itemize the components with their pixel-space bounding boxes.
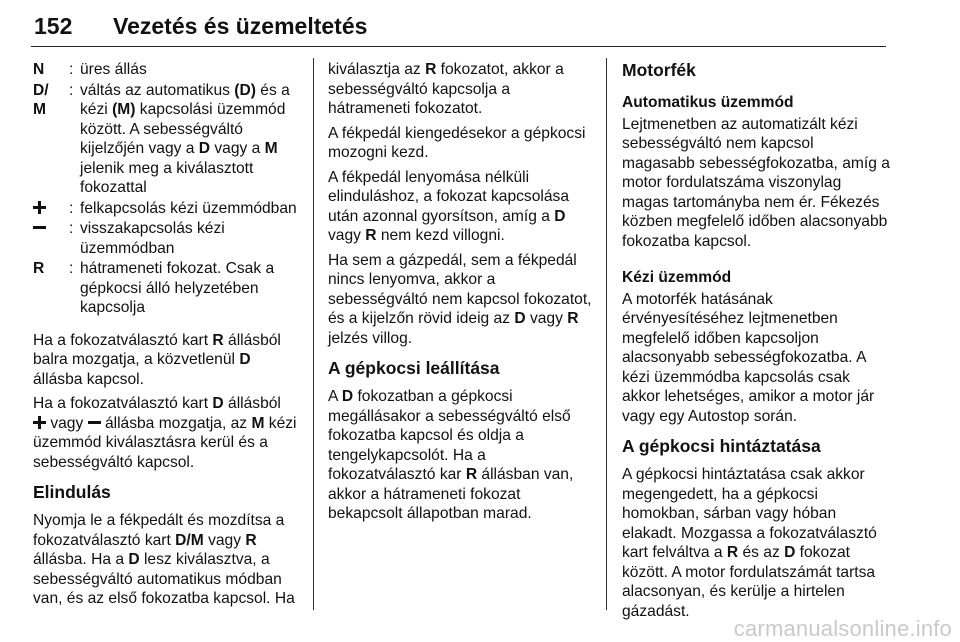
def-desc (80, 81, 298, 198)
section-heading: A gépkocsi leállítása (328, 358, 500, 378)
text-bold: D (554, 207, 566, 225)
text: állásban van, akkor a hátrameneti fokozat bekapcsolt állapotban marad. (328, 466, 574, 522)
column-divider (313, 58, 314, 610)
text: kapcsolási üzemmód között. A sebességváltó kijelzőjén vagy a (80, 101, 286, 157)
text: vagy (328, 227, 366, 244)
text-bold: R (245, 531, 257, 549)
text-bold: R (726, 544, 739, 561)
text-bold: R (425, 61, 437, 78)
text: kiválasztja az (328, 61, 426, 78)
paragraph (328, 251, 596, 349)
text-bold: M (264, 140, 278, 157)
text-bold: R (365, 227, 377, 244)
text: Ha a fokozatválasztó kart (33, 395, 213, 412)
def-term: R (33, 260, 45, 277)
subsection-heading: Kézi üzemmód (622, 269, 732, 286)
def-desc: üres állás (80, 61, 147, 78)
text: jelzés villog. (328, 329, 413, 347)
column-3 (622, 60, 890, 626)
def-colon: : (69, 260, 74, 277)
section-heading: A gépkocsi hintáztatása (622, 436, 821, 456)
def-item-n (33, 60, 298, 80)
column-1 (33, 60, 298, 614)
text-bold: D (341, 388, 354, 405)
def-term: D/ M (33, 81, 49, 118)
text-bold: D (784, 544, 796, 561)
text: A (328, 388, 342, 405)
def-colon: : (69, 199, 74, 217)
text-bold: (D) (234, 81, 256, 99)
minus-icon (88, 416, 101, 429)
text: Nyomja le a fékpedált és mozdítsa a fokozatválasztó kart (33, 512, 285, 549)
plus-icon (33, 416, 46, 429)
text: állásba kapcsol. (33, 370, 144, 388)
def-item-r (33, 259, 298, 318)
text: fokozatot, akkor a sebességváltó kapcsolja a hátrameneti fokozatot. (328, 61, 564, 117)
column-2 (328, 60, 596, 529)
paragraph (328, 60, 596, 119)
text-bold: R (567, 310, 579, 327)
paragraph (33, 394, 298, 472)
text: fokozat között. A motor fordulatszámát tartsa alacsonyan, és kerülje a hirtelen gázadást. (622, 544, 876, 620)
text: jelenik meg a kiválasztott fokozattal (80, 159, 254, 196)
def-term (33, 199, 69, 219)
page-number: 152 (34, 13, 73, 39)
text: Ha a fokozatválasztó kart (33, 331, 213, 349)
text: váltás az automatikus (80, 81, 235, 99)
paragraph (328, 168, 596, 246)
section-heading: Elindulás (33, 482, 111, 502)
text: és a kézi (80, 81, 290, 118)
paragraph: A fékpedál kiengedésekor a gépkocsi mozogni kezd. (328, 124, 586, 161)
text: állásból (223, 395, 281, 412)
paragraph: A motorfék hatásának érvényesítéséhez lejtmenetben megfelelő időben kapcsoljon alacsonyabb sebességfokozatba. A kézi üzemmódba kapcsolás csak akkor lehetséges, amikor a motor jár vagy egy Autostop során. (622, 290, 875, 425)
def-colon: : (69, 81, 74, 99)
minus-icon (33, 221, 46, 234)
watermark: carmanualsonline.info (733, 616, 952, 641)
spacer (622, 256, 890, 268)
def-colon: : (69, 61, 74, 78)
def-term (33, 219, 69, 239)
text-bold: D (128, 551, 140, 568)
text: állásba. Ha a (33, 551, 129, 568)
paragraph (33, 331, 298, 390)
def-desc: hátrameneti fokozat. Csak a gépkocsi álló helyzetében kapcsolja (80, 260, 275, 316)
def-item-dm (33, 81, 298, 198)
def-item-minus (33, 219, 298, 258)
text: lesz kiválasztva, a sebességváltó automatikus módban van, és az első fokozatba kapcsol. Ha (33, 551, 295, 607)
text-bold: D (239, 351, 251, 368)
text: A fékpedál lenyomása nélküli elinduláshoz, a fokozat kapcsolása után azonnal gyorsítson, amíg a (328, 168, 569, 225)
text: Ha sem a gázpedál, sem a fékpedál nincs lenyomva, akkor a sebességváltó nem kapcsol fokozatot, és a kijelzőn rövid ideig az (328, 251, 592, 327)
def-desc: visszakapcsolás kézi üzemmódban (80, 220, 225, 257)
paragraph (622, 465, 890, 621)
paragraph: Lejtmenetben az automatizált kézi sebességváltó nem kapcsol magasabb sebességfokozatba, amíg a motor fordulatszáma viszonylag magas tartományba nem ér. Fékezés közben megfelelő időben alacsonyabb fokozatba kapcsol. (622, 115, 890, 250)
text-bold: R (212, 331, 224, 349)
text: és az (738, 544, 785, 561)
text: vagy (46, 414, 88, 432)
text: fokozatban a gépkocsi megállásakor a sebességváltó első fokozatba kapcsol és oldja a tengelykapcsolót. Ha a fokozatválasztó kar (328, 388, 571, 483)
def-term: N (33, 61, 45, 78)
gear-definition-list (33, 60, 298, 318)
text: vagy (203, 531, 246, 549)
text-bold: D/M (175, 531, 204, 549)
page-header (31, 3, 886, 47)
paragraph (33, 511, 298, 609)
column-divider (606, 58, 607, 610)
subsection-heading: Automatikus üzemmód (622, 94, 794, 111)
paragraph (328, 387, 596, 524)
page-title: Vezetés és üzemeltetés (113, 13, 368, 39)
plus-icon (33, 201, 46, 214)
text: nem kezd villogni. (376, 227, 505, 244)
def-item-plus (33, 199, 298, 219)
text-bold: D (514, 310, 526, 327)
text: állásból balra mozgatja, a közvetlenül (33, 331, 281, 368)
text: vagy (525, 310, 568, 327)
text-bold: (M) (112, 101, 136, 118)
section-heading: Motorfék (622, 60, 696, 80)
def-desc: felkapcsolás kézi üzemmódban (80, 199, 297, 217)
text: állásba mozgatja, az (100, 414, 252, 432)
text: kézi üzemmód kiválasztásra kerül és a sebességváltó kapcsol. (33, 414, 297, 471)
text: vagy a (210, 140, 265, 157)
text-bold: D (198, 140, 211, 157)
text: A gépkocsi hintáztatása csak akkor megengedett, ha a gépkocsi homokban, sárban vagy hóban elakadt. Mozgassa a fokozatválasztó kart felváltva a (622, 466, 877, 561)
text-bold: D (212, 395, 224, 412)
def-colon: : (69, 220, 74, 237)
text-bold: R (465, 466, 478, 483)
text-bold: M (251, 414, 265, 432)
